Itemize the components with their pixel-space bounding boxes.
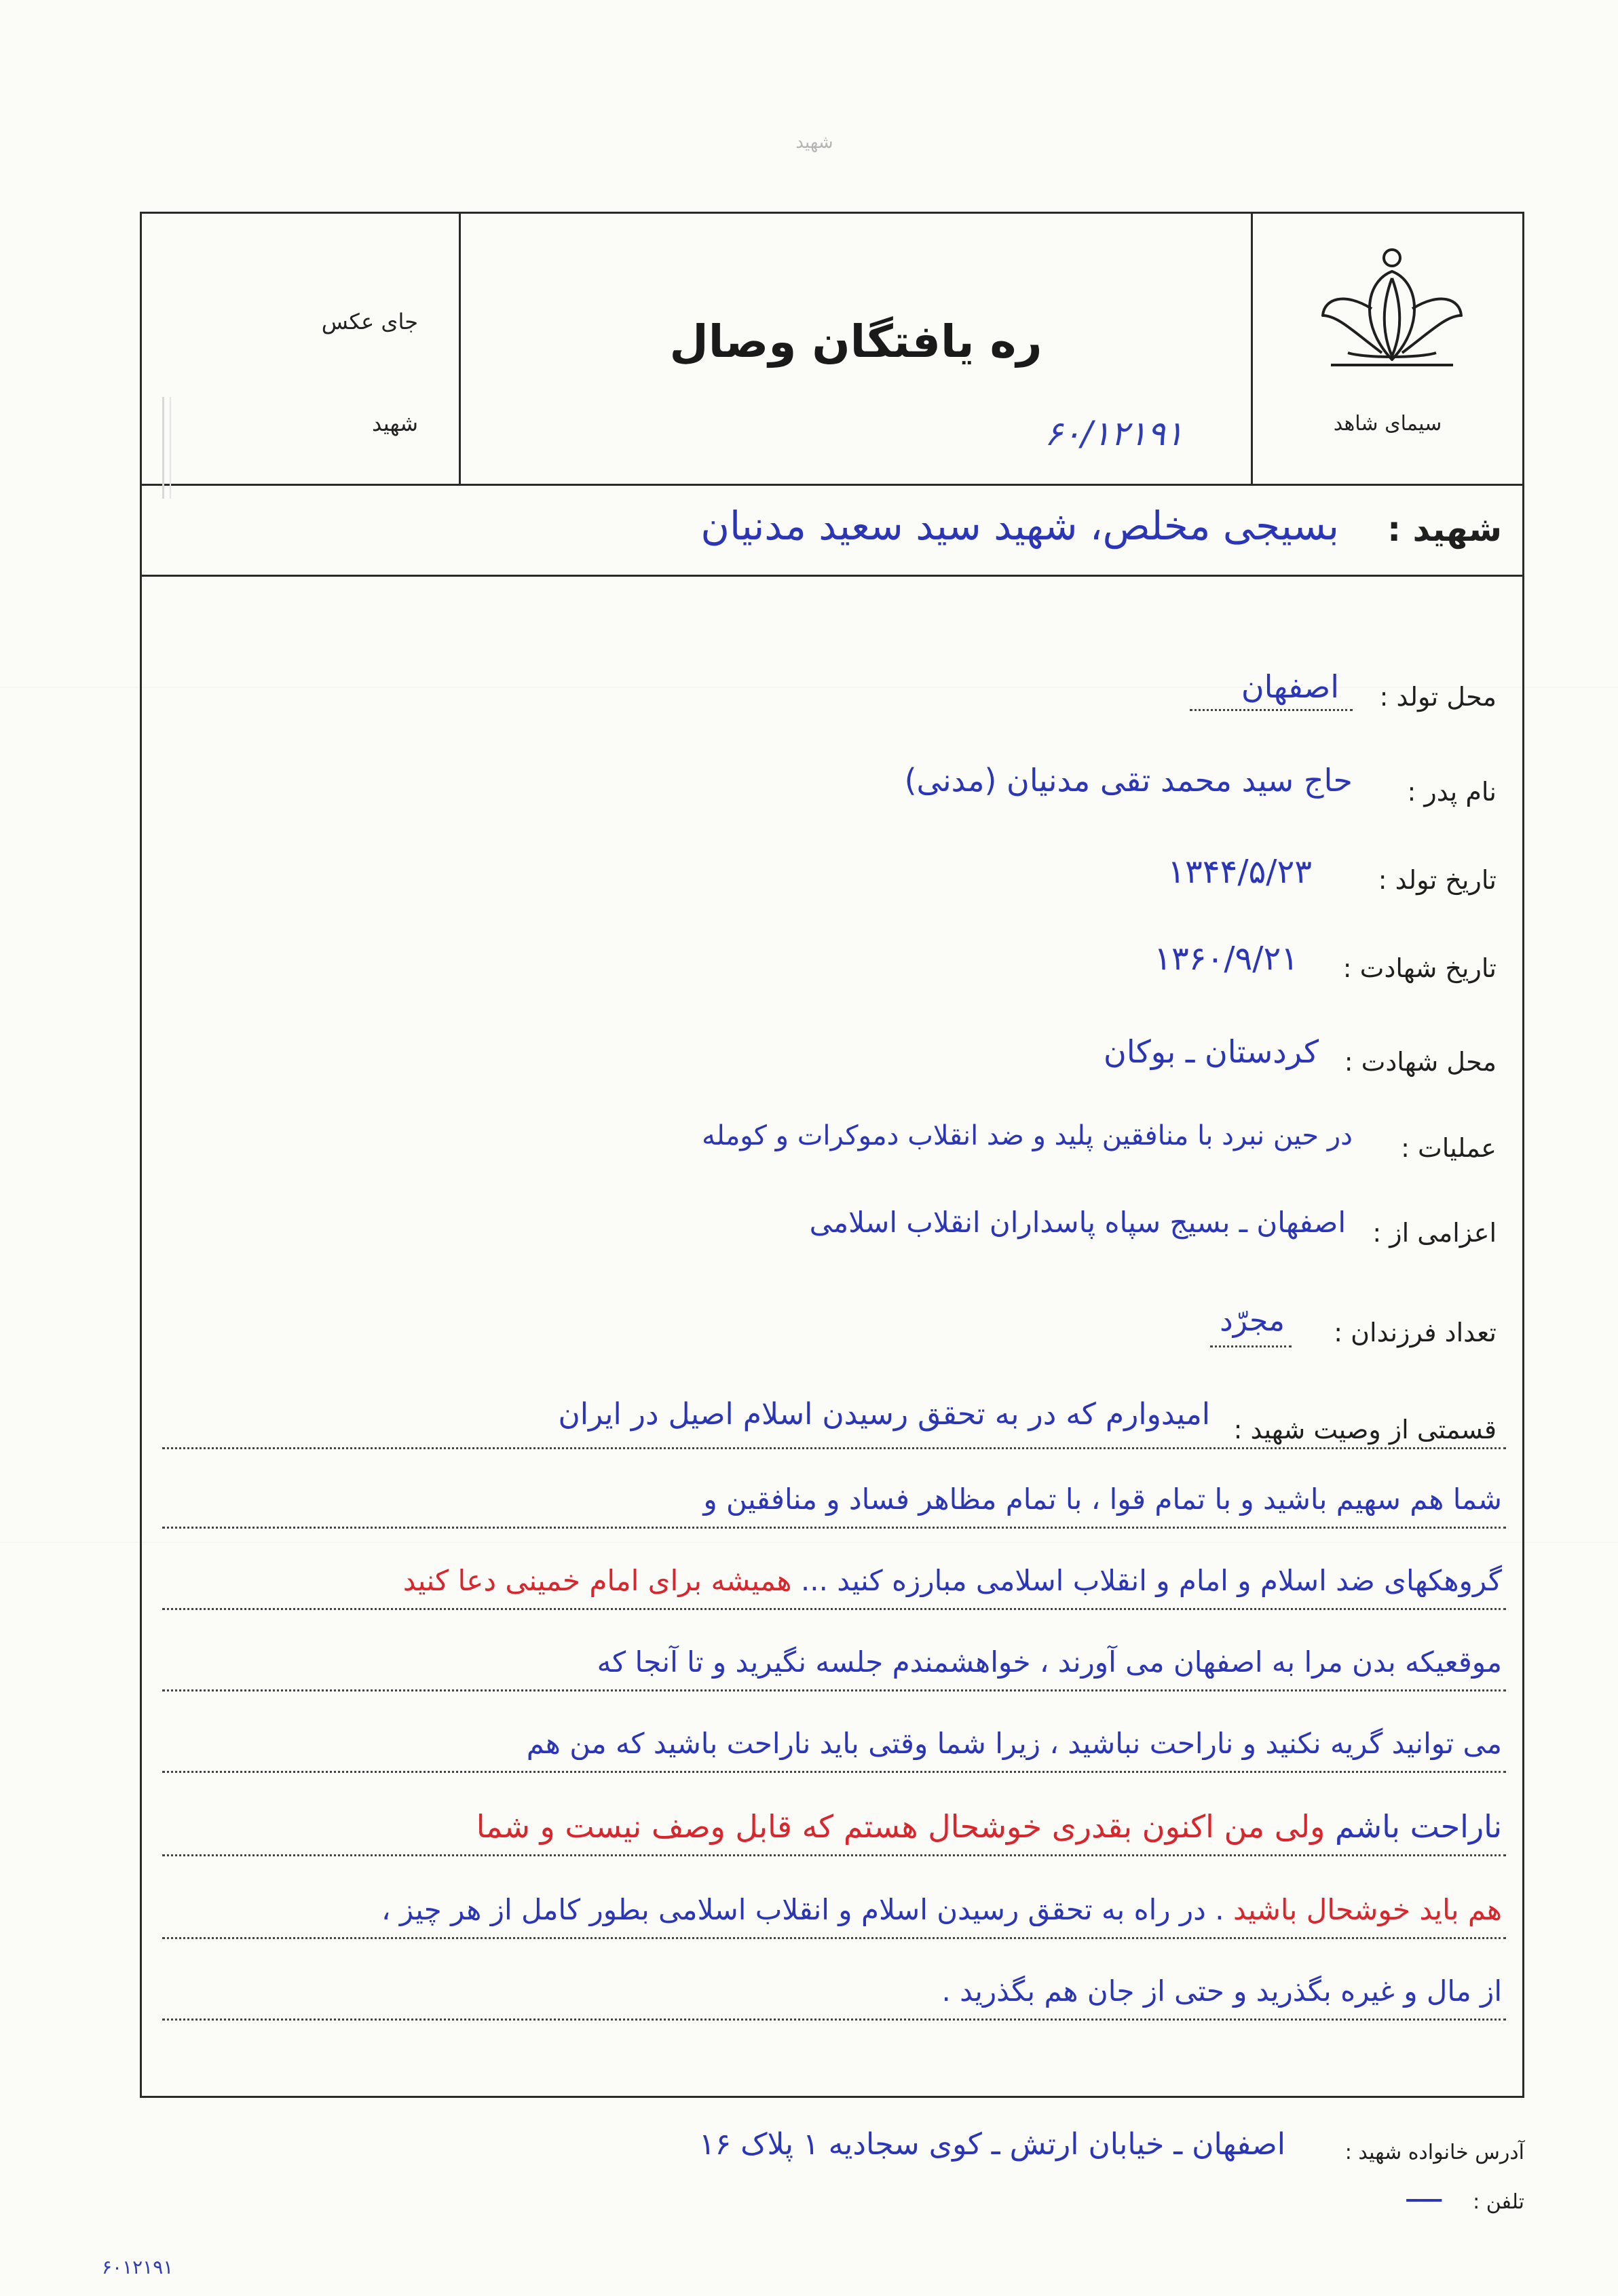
will-line-6-blue: ناراحت باشم xyxy=(1334,1808,1502,1845)
will-rule-4 xyxy=(162,1689,1506,1691)
header-row xyxy=(142,214,1522,486)
will-line-3 xyxy=(172,1564,1502,1597)
martyr-name-value: بسیجی مخلص، شهید سید سعید مدنیان xyxy=(700,503,1339,549)
form-frame xyxy=(140,212,1524,2098)
martyr-label: شهید : xyxy=(1387,510,1502,549)
father-name-value: حاج سید محمد تقی مدنیان (مدنی) xyxy=(904,762,1353,799)
martyrdom-place-value: کردستان ـ بوکان xyxy=(1104,1033,1319,1070)
photo-cell xyxy=(142,214,461,484)
will-line-7-blue: . در راه به تحقق رسیدن اسلام و انقلاب اسلامی بطور کامل از هر چیز ، xyxy=(381,1893,1224,1926)
will-rule-8 xyxy=(162,2018,1506,2021)
will-line-5: می توانید گریه نکنید و ناراحت نباشید ، زیرا شما وقتی باید ناراحت باشید که من هم xyxy=(526,1727,1502,1760)
martyr-name-row xyxy=(142,484,1522,577)
dispatched-from-value: اصفهان ـ بسیج سپاه پاسداران انقلاب اسلامی xyxy=(809,1206,1346,1239)
martyrdom-date-value: ۱۳۶۰/۹/۲۱ xyxy=(1154,940,1298,978)
children-dots xyxy=(1210,1345,1292,1347)
will-line-1: امیدوارم که در به تحقق رسیدن اسلام اصیل در ایران xyxy=(558,1397,1210,1432)
martyrdom-place-label: محل شهادت : xyxy=(1344,1047,1497,1077)
children-value: مجرّد xyxy=(1220,1303,1285,1338)
photo-label-line2: شهید xyxy=(371,410,418,436)
will-rule-2 xyxy=(162,1527,1506,1529)
father-name-label: نام پدر : xyxy=(1407,777,1497,807)
birthplace-value: اصفهان xyxy=(1241,668,1339,705)
address-label: آدرس خانواده شهید : xyxy=(1344,2141,1524,2164)
tulip-logo-icon xyxy=(1317,244,1467,380)
will-line-6-red: ولی من اکنون بقدری خوشحال هستم که قابل وصف نیست و شما xyxy=(476,1808,1325,1845)
martyrdom-date-label: تاریخ شهادت : xyxy=(1342,953,1497,983)
will-label: قسمتی از وصیت شهید : xyxy=(1233,1415,1497,1444)
operations-value: در حین نبرد با منافقین پلید و ضد انقلاب دموکرات و کومله xyxy=(702,1120,1353,1151)
birthplace-label: محل تولد : xyxy=(1379,682,1497,712)
phone-label: تلفن : xyxy=(1473,2190,1524,2214)
children-label: تعداد فرزندان : xyxy=(1334,1318,1497,1347)
title-cell xyxy=(461,214,1251,484)
will-rule-1 xyxy=(162,1447,1506,1449)
will-rule-6 xyxy=(162,1854,1506,1856)
birthplace-dots xyxy=(1190,709,1353,711)
archive-number: ۶۰۱۲۱۹۱ xyxy=(102,2256,174,2278)
file-number: ۶۰/۱۲۱۹۱ xyxy=(1045,414,1184,453)
will-line-2: شما هم سهیم باشید و با تمام قوا ، با تمام مظاهر فساد و منافقین و xyxy=(703,1482,1502,1516)
will-line-7 xyxy=(172,1893,1502,1926)
logo-caption: سیمای شاهد xyxy=(1333,412,1442,436)
address-value: اصفهان ـ خیابان ارتش ـ کوی سجادیه ۱ پلاک ۱۶ xyxy=(698,2127,1285,2162)
top-faint-mark: شهید xyxy=(795,132,833,153)
will-line-7-red: هم باید خوشحال باشید xyxy=(1233,1893,1502,1926)
operations-label: عملیات : xyxy=(1401,1133,1497,1163)
dispatched-from-label: اعزامی از : xyxy=(1372,1218,1497,1248)
phone-value: ــــ xyxy=(1406,2175,1442,2209)
will-line-8: از مال و غیره بگذرید و حتی از جان هم بگذرید . xyxy=(941,1974,1502,2008)
form-title: ره یافتگان وصال xyxy=(669,315,1042,368)
will-rule-7 xyxy=(162,1937,1506,1939)
birth-date-label: تاریخ تولد : xyxy=(1378,865,1497,895)
will-line-6 xyxy=(172,1808,1502,1845)
will-rule-3 xyxy=(162,1608,1506,1610)
will-rule-5 xyxy=(162,1771,1506,1773)
will-line-4: موقعیکه بدن مرا به اصفهان می آورند ، خواهشمندم جلسه نگیرید و تا آنجا که xyxy=(597,1645,1502,1679)
will-line-3-blue: گروهکهای ضد اسلام و امام و انقلاب اسلامی مبارزه کنید ... xyxy=(800,1564,1502,1597)
photo-label-line1: جای عکس xyxy=(321,309,418,334)
logo-cell xyxy=(1251,214,1522,484)
birth-date-value: ۱۳۴۴/۵/۲۳ xyxy=(1167,853,1312,891)
will-line-3-red: همیشه برای امام خمینی دعا کنید xyxy=(402,1564,792,1597)
